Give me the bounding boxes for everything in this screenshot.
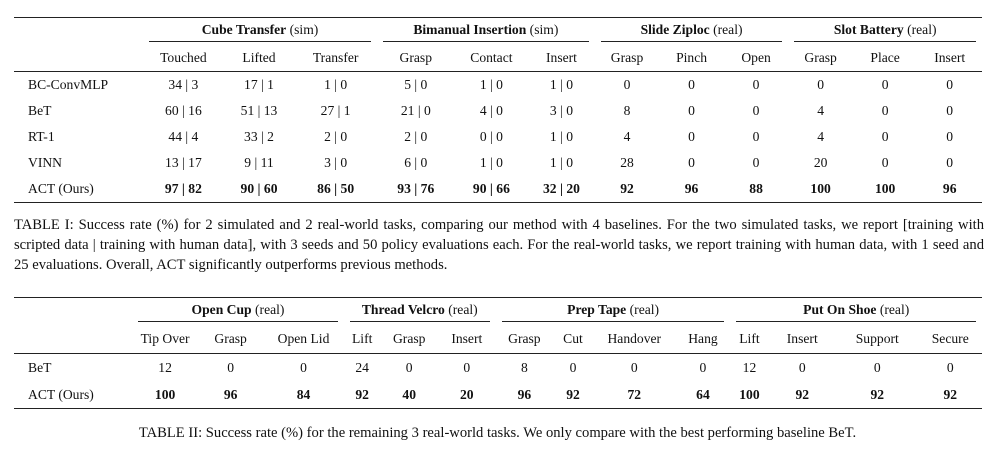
table-cell: 3 | 0 <box>549 103 574 118</box>
table-cell: 0 <box>438 354 496 382</box>
column-header: Handover <box>607 331 662 346</box>
table-cell: 0 <box>752 103 760 118</box>
table-cell: 4 <box>817 103 824 118</box>
column-header: Grasp <box>214 331 247 346</box>
table-cell: 3 | 0 <box>324 155 348 170</box>
table-cell: 96 <box>496 381 553 409</box>
table-cell: 32 | 20 <box>528 176 595 203</box>
table-row <box>14 176 982 203</box>
column-header: Hang <box>688 331 718 346</box>
table-cell: 100 <box>853 176 918 203</box>
table-cell: 0 <box>768 354 836 382</box>
column-header: Open <box>741 50 771 65</box>
column-header: Lift <box>739 331 760 346</box>
table-cell: 0 <box>595 72 660 99</box>
column-header-row <box>14 325 982 354</box>
table-cell: 1 | 0 <box>294 72 377 99</box>
column-header: Tip Over <box>140 331 190 346</box>
table-cell: 44 | 4 <box>168 129 199 144</box>
table-cell: 0 <box>381 354 438 382</box>
table-cell: 0 <box>593 354 675 382</box>
table-cell: 0 <box>688 129 695 144</box>
column-header: Cut <box>563 331 583 346</box>
table-cell: 0 <box>946 129 954 144</box>
column-header: Touched <box>160 50 207 65</box>
table-row <box>14 124 982 150</box>
table-cell: 0 <box>836 354 918 382</box>
table-cell: 100 <box>788 176 853 203</box>
table-cell: 60 | 16 <box>165 103 202 118</box>
group-header: Thread Velcro (real) <box>344 298 496 326</box>
column-header: Open Lid <box>277 331 330 346</box>
group-header: Open Cup (real) <box>132 298 343 326</box>
table-cell: 1 | 0 <box>479 155 503 170</box>
table-cell: 88 <box>724 176 789 203</box>
table-cell: 6 | 0 <box>404 155 428 170</box>
method-name: RT-1 <box>28 129 55 144</box>
table-cell: 100 <box>132 381 198 409</box>
column-header: Place <box>870 50 900 65</box>
table-cell: 21 | 0 <box>400 103 431 118</box>
table-cell: 0 <box>688 103 695 118</box>
table-cell: 0 <box>752 155 760 170</box>
column-header: Grasp <box>392 331 426 346</box>
table-cell: 0 <box>788 72 853 99</box>
table-cell: 0 <box>553 354 593 382</box>
column-header: Grasp <box>804 50 837 65</box>
method-name: BeT <box>14 354 132 382</box>
table-cell: 1 | 0 <box>528 72 595 99</box>
column-header: Grasp <box>610 50 644 65</box>
table-cell: 5 | 0 <box>377 72 455 99</box>
table-cell: 9 | 11 <box>244 155 274 170</box>
table-2-body <box>14 354 982 409</box>
table-1-body <box>14 72 982 203</box>
column-header: Transfer <box>312 50 359 65</box>
table-cell: 40 <box>381 381 438 409</box>
column-header: Lifted <box>242 50 276 65</box>
method-name: ACT (Ours) <box>14 381 132 409</box>
table-cell: 1 | 0 <box>549 155 574 170</box>
group-header: Slide Ziploc (real) <box>595 18 789 46</box>
table-cell: 92 <box>919 381 983 409</box>
table-cell: 0 <box>919 354 983 382</box>
table-row <box>14 150 982 176</box>
table-cell: 0 <box>752 129 760 144</box>
table-cell: 0 <box>675 354 730 382</box>
column-header: Pinch <box>676 50 708 65</box>
table-cell: 2 | 0 <box>404 129 428 144</box>
method-name: ACT (Ours) <box>14 176 143 203</box>
table-cell: 2 | 0 <box>324 129 348 144</box>
table-cell: 1 | 0 <box>455 72 529 99</box>
table-cell: 0 <box>724 72 789 99</box>
table-cell: 24 <box>344 354 381 382</box>
table-cell: 0 <box>659 72 724 99</box>
table-row <box>14 72 982 99</box>
table-cell: 96 <box>198 381 264 409</box>
method-name: VINN <box>28 155 62 170</box>
table-cell: 13 | 17 <box>165 155 202 170</box>
table-1-caption: TABLE I: Success rate (%) for 2 simulated and 2 real-world tasks, comparing our method with 4 baselines. For the two simulated tasks, we report [training with scripted data | training with human data], with 3 seeds and 50 policy evaluations each. For the real-world tasks, we report training with human data, with 1 seed and 25 evaluations. Overall, ACT significantly outperforms previous methods. <box>14 217 984 273</box>
table-cell: 86 | 50 <box>294 176 377 203</box>
table-cell: 0 <box>946 155 954 170</box>
table-cell: 92 <box>344 381 381 409</box>
table-cell: 12 <box>730 354 768 382</box>
group-header: Put On Shoe (real) <box>730 298 982 326</box>
table-cell: 0 <box>881 129 889 144</box>
table-cell: 27 | 1 <box>320 103 351 118</box>
column-header: Contact <box>470 50 513 65</box>
table-cell: 92 <box>836 381 918 409</box>
method-name: BC-ConvMLP <box>14 72 143 99</box>
table-cell: 93 | 76 <box>377 176 455 203</box>
table-cell: 17 | 1 <box>224 72 295 99</box>
column-header: Support <box>855 331 899 346</box>
table-cell: 12 <box>132 354 198 382</box>
table-cell: 96 <box>659 176 724 203</box>
column-header: Grasp <box>508 331 541 346</box>
table-cell: 20 <box>438 381 496 409</box>
table-cell: 51 | 13 <box>240 103 278 118</box>
table-cell: 20 <box>813 155 828 170</box>
table-cell: 34 | 3 <box>143 72 224 99</box>
table-cell: 90 | 66 <box>455 176 529 203</box>
table-cell: 0 <box>853 72 918 99</box>
table-cell: 92 <box>768 381 836 409</box>
column-header: Insert <box>934 50 966 65</box>
group-header: Prep Tape (real) <box>496 298 731 326</box>
table-cell: 84 <box>263 381 343 409</box>
table-row <box>14 98 982 124</box>
table-cell: 8 <box>496 354 553 382</box>
method-name: BeT <box>28 103 52 118</box>
group-header: Bimanual Insertion (sim) <box>377 18 595 46</box>
table-row <box>14 354 982 382</box>
table-2 <box>14 297 982 409</box>
table-cell: 100 <box>730 381 768 409</box>
column-header: Insert <box>546 50 577 65</box>
table-cell: 0 <box>917 72 982 99</box>
table-cell: 92 <box>595 176 660 203</box>
table-cell: 97 | 82 <box>143 176 224 203</box>
group-header-row <box>14 298 982 326</box>
table-cell: 0 <box>263 354 343 382</box>
table-cell: 0 <box>198 354 264 382</box>
column-header-row <box>14 45 982 72</box>
table-cell: 4 | 0 <box>479 103 503 118</box>
table-cell: 8 <box>623 103 631 118</box>
table-cell: 72 <box>593 381 675 409</box>
table-row <box>14 381 982 409</box>
group-header-row <box>14 18 982 46</box>
table-cell: 4 <box>817 129 824 144</box>
column-header: Grasp <box>399 50 433 65</box>
table-2-caption: TABLE II: Success rate (%) for the remaining 3 real-world tasks. We only compare with the best performing baseline BeT. <box>138 425 857 441</box>
table-cell: 64 <box>675 381 730 409</box>
table-cell: 0 | 0 <box>479 129 503 144</box>
table-cell: 1 | 0 <box>549 129 574 144</box>
table-1 <box>14 17 982 203</box>
table-cell: 33 | 2 <box>244 129 274 144</box>
table-cell: 92 <box>553 381 593 409</box>
column-header: Lift <box>351 331 373 346</box>
column-header: Insert <box>786 331 818 346</box>
table-cell: 0 <box>881 103 889 118</box>
table-cell: 4 <box>623 129 631 144</box>
table-cell: 0 <box>881 155 889 170</box>
table-cell: 28 <box>620 155 634 170</box>
table-cell: 90 | 60 <box>224 176 295 203</box>
table-cell: 0 <box>946 103 954 118</box>
column-header: Secure <box>931 331 969 346</box>
table-cell: 0 <box>688 155 695 170</box>
table-cell: 96 <box>917 176 982 203</box>
group-header: Cube Transfer (sim) <box>143 18 377 46</box>
group-header: Slot Battery (real) <box>788 18 982 46</box>
column-header: Insert <box>451 331 483 346</box>
